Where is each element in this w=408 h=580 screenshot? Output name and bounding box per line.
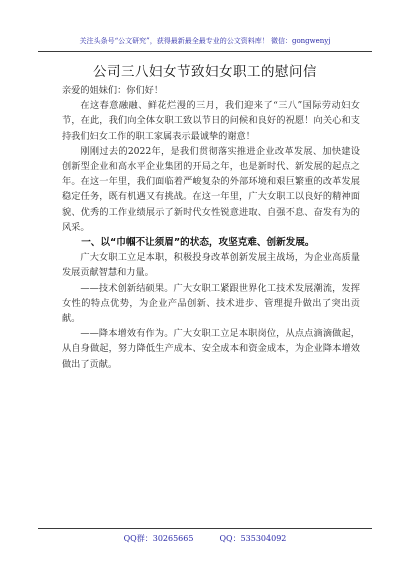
paragraph-section-intro: 广大女职工立足本职，积极投身改革创新发展主战场，为企业高质量发展贡献智慧和力量。: [62, 252, 360, 279]
document-body: [62, 83, 360, 372]
footer-qq: QQ：535304092: [219, 534, 287, 543]
section-heading: 一、以“巾帼不让须眉”的状态，攻坚克难、创新发展。: [81, 237, 315, 249]
header-banner: 关注头条号“公文研究”，获得最新最全最专业的公文资料库！ 微信：gongwenyj: [79, 37, 331, 45]
salutation: 亲爱的姐妹们：你们好！: [62, 85, 164, 96]
header-divider: [38, 51, 372, 52]
paragraph-review: 刚刚过去的2022年，是我们贯彻落实推进企业改革发展、加快建设创新型企业和高水平企业集团的开局之年，也是新时代、新发展的起点之年。在这一年里，我们面临着严峻复杂的外部环境和艰巨繁重的改革发展稳定任务，既有机遇又有挑战。在这一年里，广大女职工以良好的精神面貌、优秀的工作业绩展示了新时代女性锐意进取、自强不息、奋发有为的风采。: [62, 145, 360, 233]
paragraph-tech-innovation: ——技术创新结硕果。广大女职工紧跟世界化工技术发展潮流，发挥女性的特点优势，为企业产品创新、技术进步、管理提升做出了突出贡献。: [62, 282, 360, 325]
paragraph-greeting: 在这春意融融、鲜花烂漫的三月，我们迎来了“三八”国际劳动妇女节，在此，我们向全体女职工致以节日的问候和良好的祝愿！向关心和支持我们妇女工作的职工家属表示最诚挚的谢意！: [62, 100, 360, 142]
paragraph-cost-reduction: ——降本增效有作为。广大女职工立足本职岗位，从点点滴滴做起，从自身做起，努力降低生产成本、安全成本和资金成本，为企业降本增效做出了贡献。: [62, 328, 360, 370]
footer-divider: [38, 528, 372, 529]
footer: [40, 533, 370, 544]
document-title: 公司三八妇女节致妇女职工的慰问信: [93, 64, 317, 80]
footer-qq-group: QQ群：30265665: [123, 534, 194, 543]
